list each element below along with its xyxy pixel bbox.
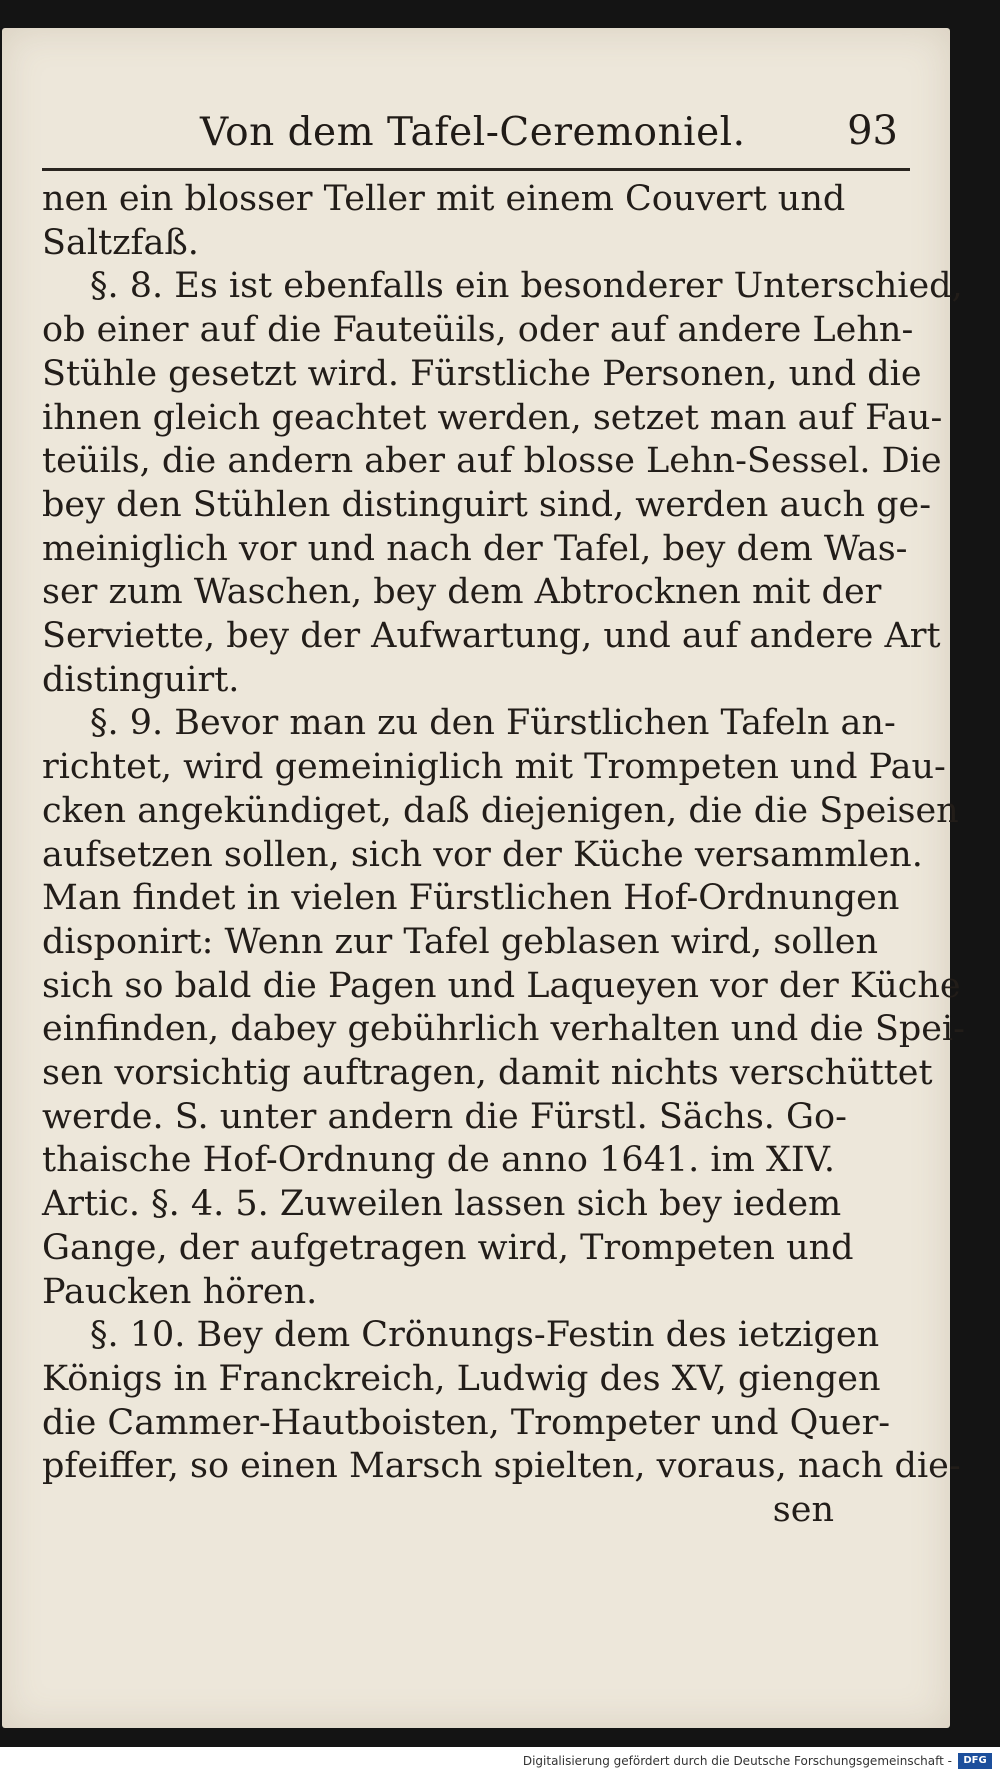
- text-line: Man findet in vielen Fürstlichen Hof-Ordnungen: [42, 878, 900, 919]
- text-line: nen ein blosser Teller mit einem Couvert und: [42, 179, 846, 219]
- text-line: §. 10. Bey dem Crönungs-Festin des ietzigen: [90, 1315, 880, 1356]
- text-line: pfeiffer, so einen Marsch spielten, voraus, nach die-: [42, 1446, 961, 1487]
- text-line: bey den Stühlen distinguirt sind, werden auch ge-: [42, 484, 932, 525]
- text-line: Gange, der aufgetragen wird, Trompeten und: [42, 1227, 854, 1268]
- funding-credit: Digitalisierung gefördert durch die Deutsche Forschungsgemeinschaft -: [522, 1754, 952, 1768]
- text-line: teüils, die andern aber auf blosse Lehn-Sessel. Die: [42, 441, 942, 482]
- text-line: ihnen gleich geachtet werden, setzet man auf Fau-: [42, 397, 943, 438]
- text-line: cken angekündiget, daß diejenigen, die die Speisen: [42, 790, 959, 831]
- text-line: die Cammer-Hautboisten, Trompeter und Quer-: [42, 1402, 891, 1443]
- text-line: einfinden, dabey gebührlich verhalten und die Spei-: [42, 1009, 965, 1050]
- text-line: §. 8. Es ist ebenfalls ein besonderer Unterschied,: [90, 266, 963, 307]
- page-number: 93: [847, 108, 898, 154]
- page-header: [42, 96, 910, 171]
- text-line: Artic. §. 4. 5. Zuweilen lassen sich bey iedem: [42, 1184, 842, 1225]
- text-line: ser zum Waschen, bey dem Abtrocknen mit der: [42, 572, 882, 613]
- text-line: werde. S. unter andern die Fürstl. Sächs. Go-: [42, 1096, 847, 1137]
- text-line: sich so bald die Pagen und Laqueyen vor der Küche: [42, 965, 961, 1006]
- running-title: Von dem Tafel-Ceremoniel.: [200, 110, 746, 155]
- dfg-logo: DFG: [958, 1753, 992, 1769]
- text-line: §. 9. Bevor man zu den Fürstlichen Tafeln an-: [90, 703, 896, 744]
- text-line: aufsetzen sollen, sich vor der Küche versammlen.: [42, 834, 923, 875]
- text-line: ob einer auf die Fauteüils, oder auf andere Lehn-: [42, 310, 914, 351]
- text-line: sen vorsichtig auftragen, damit nichts verschüttet: [42, 1053, 933, 1094]
- text-line: thaische Hof-Ordnung de anno 1641. im XIV.: [42, 1140, 835, 1181]
- text-line: Königs in Franckreich, Ludwig des XV, giengen: [42, 1358, 881, 1399]
- text-line: meiniglich vor und nach der Tafel, bey dem Was-: [42, 528, 908, 569]
- book-page: [2, 28, 965, 1728]
- text-line: distinguirt.: [42, 659, 240, 700]
- text-line: Paucken hören.: [42, 1271, 318, 1312]
- text-line: disponirt: Wenn zur Tafel geblasen wird, sollen: [42, 921, 878, 962]
- text-line: richtet, wird gemeiniglich mit Trompeten und Pau-: [42, 747, 946, 788]
- text-line: Saltzfaß.: [42, 222, 199, 263]
- catchword: sen: [772, 1490, 834, 1531]
- text-line: Stühle gesetzt wird. Fürstliche Personen, und die: [42, 353, 922, 394]
- text-line: Serviette, bey der Aufwartung, und auf andere Art: [42, 616, 941, 657]
- body-text: [42, 178, 965, 1533]
- digitization-footer: [0, 1747, 1000, 1777]
